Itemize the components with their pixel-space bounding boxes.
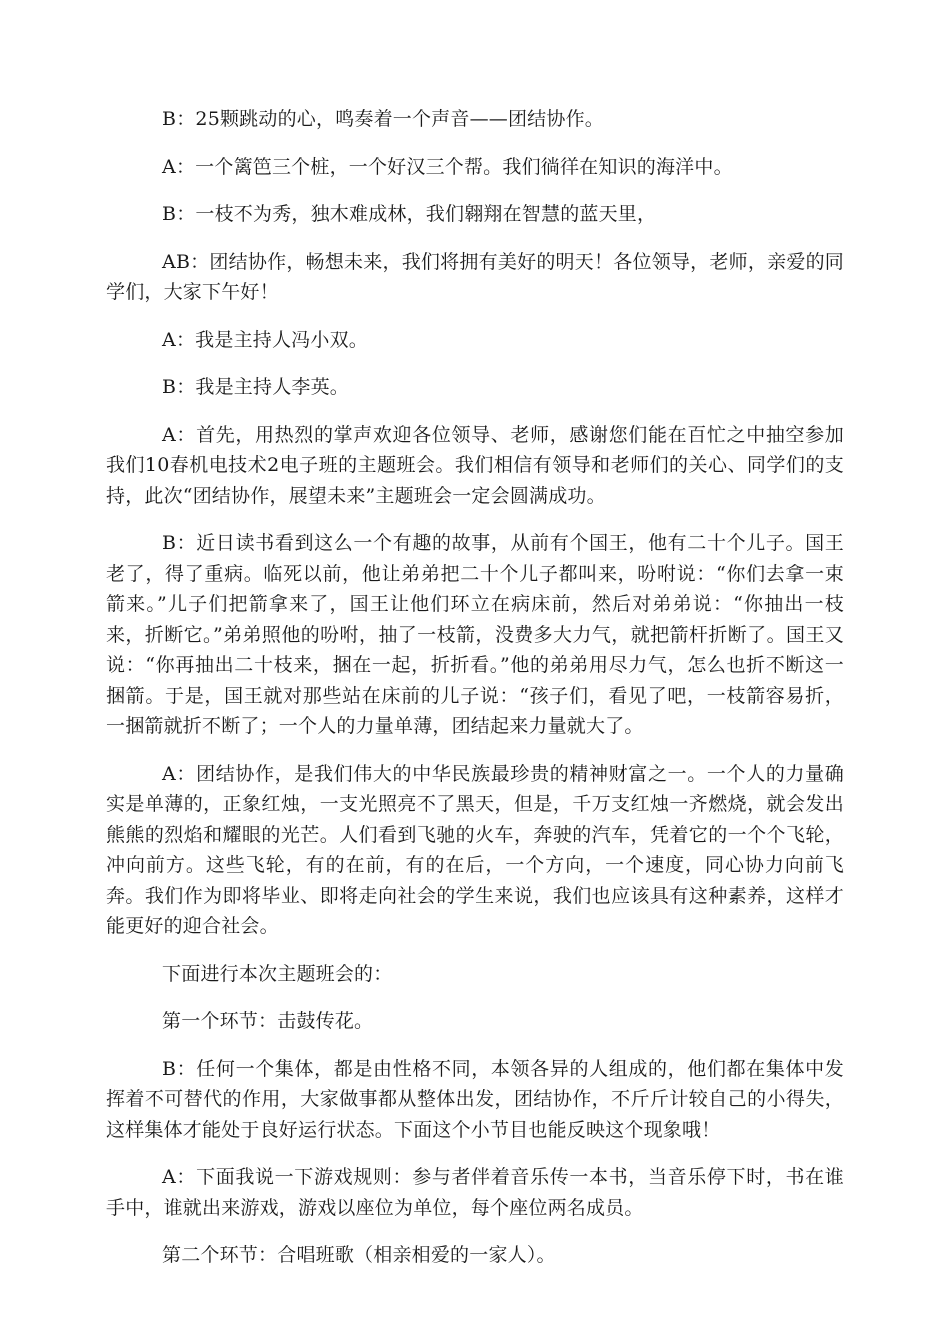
paragraph-a-unity: A：团结协作，是我们伟大的中华民族最珍贵的精神财富之一。一个人的力量确实是单薄的，正象红烛，一支光照亮不了黑天，但是，千万支红烛一齐燃烧，就会发出熊熊的烈焰和耀眼的光芒。人们看到飞驰的火车，奔驶的汽车，凭着它的一个个飞轮，冲向前方。这些飞轮，有的在前，有的在后，一个方向，一个速度，同心协力向前飞奔。我们作为即将毕业、即将走向社会的学生来说，我们也应该具有这种素养，这样才能更好的迎合社会。 [106, 762, 844, 937]
paragraph-segment-two: 第二个环节：合唱班歌（相亲相爱的一家人）。 [162, 1244, 556, 1266]
paragraph-a-fence: A：一个篱笆三个桩，一个好汉三个帮。我们徜徉在知识的海洋中。 [162, 155, 733, 178]
paragraph-agenda: 下面进行本次主题班会的： [162, 962, 393, 985]
paragraph-segment-one: 第一个环节：击鼓传花。 [162, 1010, 374, 1032]
paragraph-ab-greeting: AB：团结协作，畅想未来，我们将拥有美好的明天！各位领导，老师，亲爱的同学们，大家下午好！ [106, 250, 844, 303]
paragraph-b-host-intro: B：我是主持人李英。 [162, 376, 350, 398]
paragraph-b-collective: B：任何一个集体，都是由性格不同，本领各异的人组成的，他们都在集体中发挥着不可替代的作用，大家做事都从整体出发，团结协作，不斤斤计较自己的小得失，这样集体才能处于良好运行状态。下面这个小节目也能反映这个现象哦！ [106, 1057, 844, 1141]
paragraph-b-opening: B：25颗跳动的心，鸣奏着一个声音——团结协作。 [162, 108, 604, 130]
paragraph-b-story: B：近日读书看到这么一个有趣的故事，从前有个国王，他有二十个儿子。国王老了，得了重病。临死以前，他让弟弟把二十个儿子都叫来，吩咐说：“你们去拿一束箭来。”儿子们把箭拿来了，国王让他们环立在病床前，然后对弟弟说：“你抽出一枝来，折断它。”弟弟照他的吩咐，抽了一枝箭，没费多大力气，就把箭杆折断了。国王又说：“你再抽出二十枝来，捆在一起，折折看。”他的弟弟用尽力气，怎么也折不断这一捆箭。于是，国王就对那些站在床前的儿子说：“孩子们，看见了吧，一枝箭容易折，一捆箭就折不断了；一个人的力量单薄，团结起来力量就大了。 [106, 532, 844, 737]
paragraph-b-forest: B：一枝不为秀，独木难成林，我们翱翔在智慧的蓝天里， [162, 203, 657, 225]
paragraph-a-game-rules: A：下面我说一下游戏规则：参与者伴着音乐传一本书，当音乐停下时，书在谁手中，谁就出来游戏，游戏以座位为单位，每个座位两名成员。 [106, 1166, 844, 1219]
paragraph-a-welcome: A：首先，用热烈的掌声欢迎各位领导、老师，感谢您们能在百忙之中抽空参加我们10春机电技术2电子班的主题班会。我们相信有领导和老师们的关心、同学们的支持，此次“团结协作，展望未来”主题班会一定会圆满成功。 [106, 423, 844, 507]
paragraph-a-host-intro: A：我是主持人冯小双。 [162, 328, 368, 351]
document-body [106, 104, 844, 1288]
